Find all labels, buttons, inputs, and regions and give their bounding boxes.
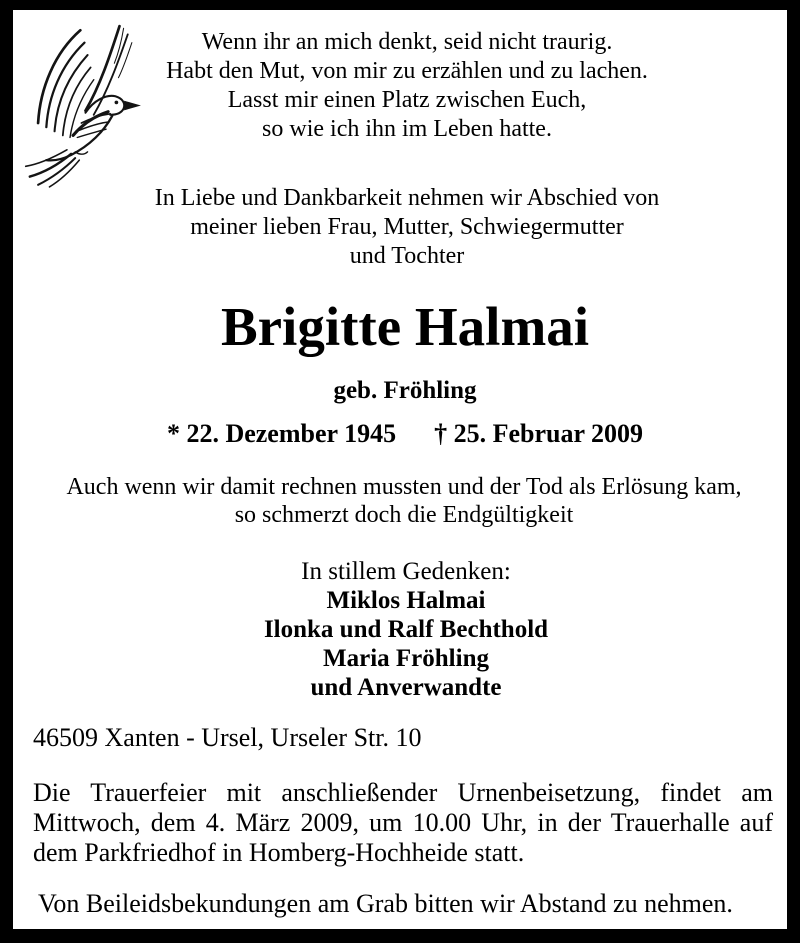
remembrance-label: In stillem Gedenken: xyxy=(301,558,511,585)
poem-line: Habt den Mut, von mir zu erzählen und zu lachen. xyxy=(166,58,648,84)
poem-line: so wie ich ihn im Leben hatte. xyxy=(262,116,552,142)
dove-icon xyxy=(21,20,151,190)
mourner-name: Ilonka und Ralf Bechthold xyxy=(263,616,549,643)
poem-line: Lasst mir einen Platz zwischen Euch, xyxy=(227,87,587,113)
grief-line: so schmerzt doch die Endgültigkeit xyxy=(234,502,574,528)
mourner-name: und Anverwandte xyxy=(310,674,502,701)
intro-line: und Tochter xyxy=(349,243,465,269)
life-dates xyxy=(13,420,787,448)
intro-line: meiner lieben Frau, Mutter, Schwiegermutter xyxy=(190,214,624,240)
mourner-name: Maria Fröhling xyxy=(323,645,489,672)
maiden-name: geb. Fröhling xyxy=(333,377,477,404)
poem-line: Wenn ihr an mich denkt, seid nicht traurig. xyxy=(201,29,613,55)
grief-line: Auch wenn wir damit rechnen mussten und der Tod als Erlösung kam, xyxy=(66,474,742,500)
birth-date: * 22. Dezember 1945 xyxy=(166,419,397,448)
intro-line: In Liebe und Dankbarkeit nehmen wir Abschied von xyxy=(154,185,660,211)
address-line: 46509 Xanten - Ursel, Urseler Str. 10 xyxy=(33,723,422,752)
farewell-intro xyxy=(13,184,787,271)
funeral-info: Die Trauerfeier mit anschließender Urnenbeisetzung, findet am Mittwoch, dem 4. März 2009, um 10.00 Uhr, in der Trauerhalle auf dem Parkfriedhof in Homberg-Hochheide statt. xyxy=(33,778,773,867)
remembrance-block xyxy=(13,557,787,702)
death-date: † 25. Februar 2009 xyxy=(434,419,644,448)
deceased-name: Brigitte Halmai xyxy=(220,296,590,357)
mourner-name: Miklos Halmai xyxy=(326,587,486,614)
grief-text xyxy=(13,473,787,529)
condolence-note: Von Beileidsbekundungen am Grab bitten wir Abstand zu nehmen. xyxy=(38,889,733,918)
